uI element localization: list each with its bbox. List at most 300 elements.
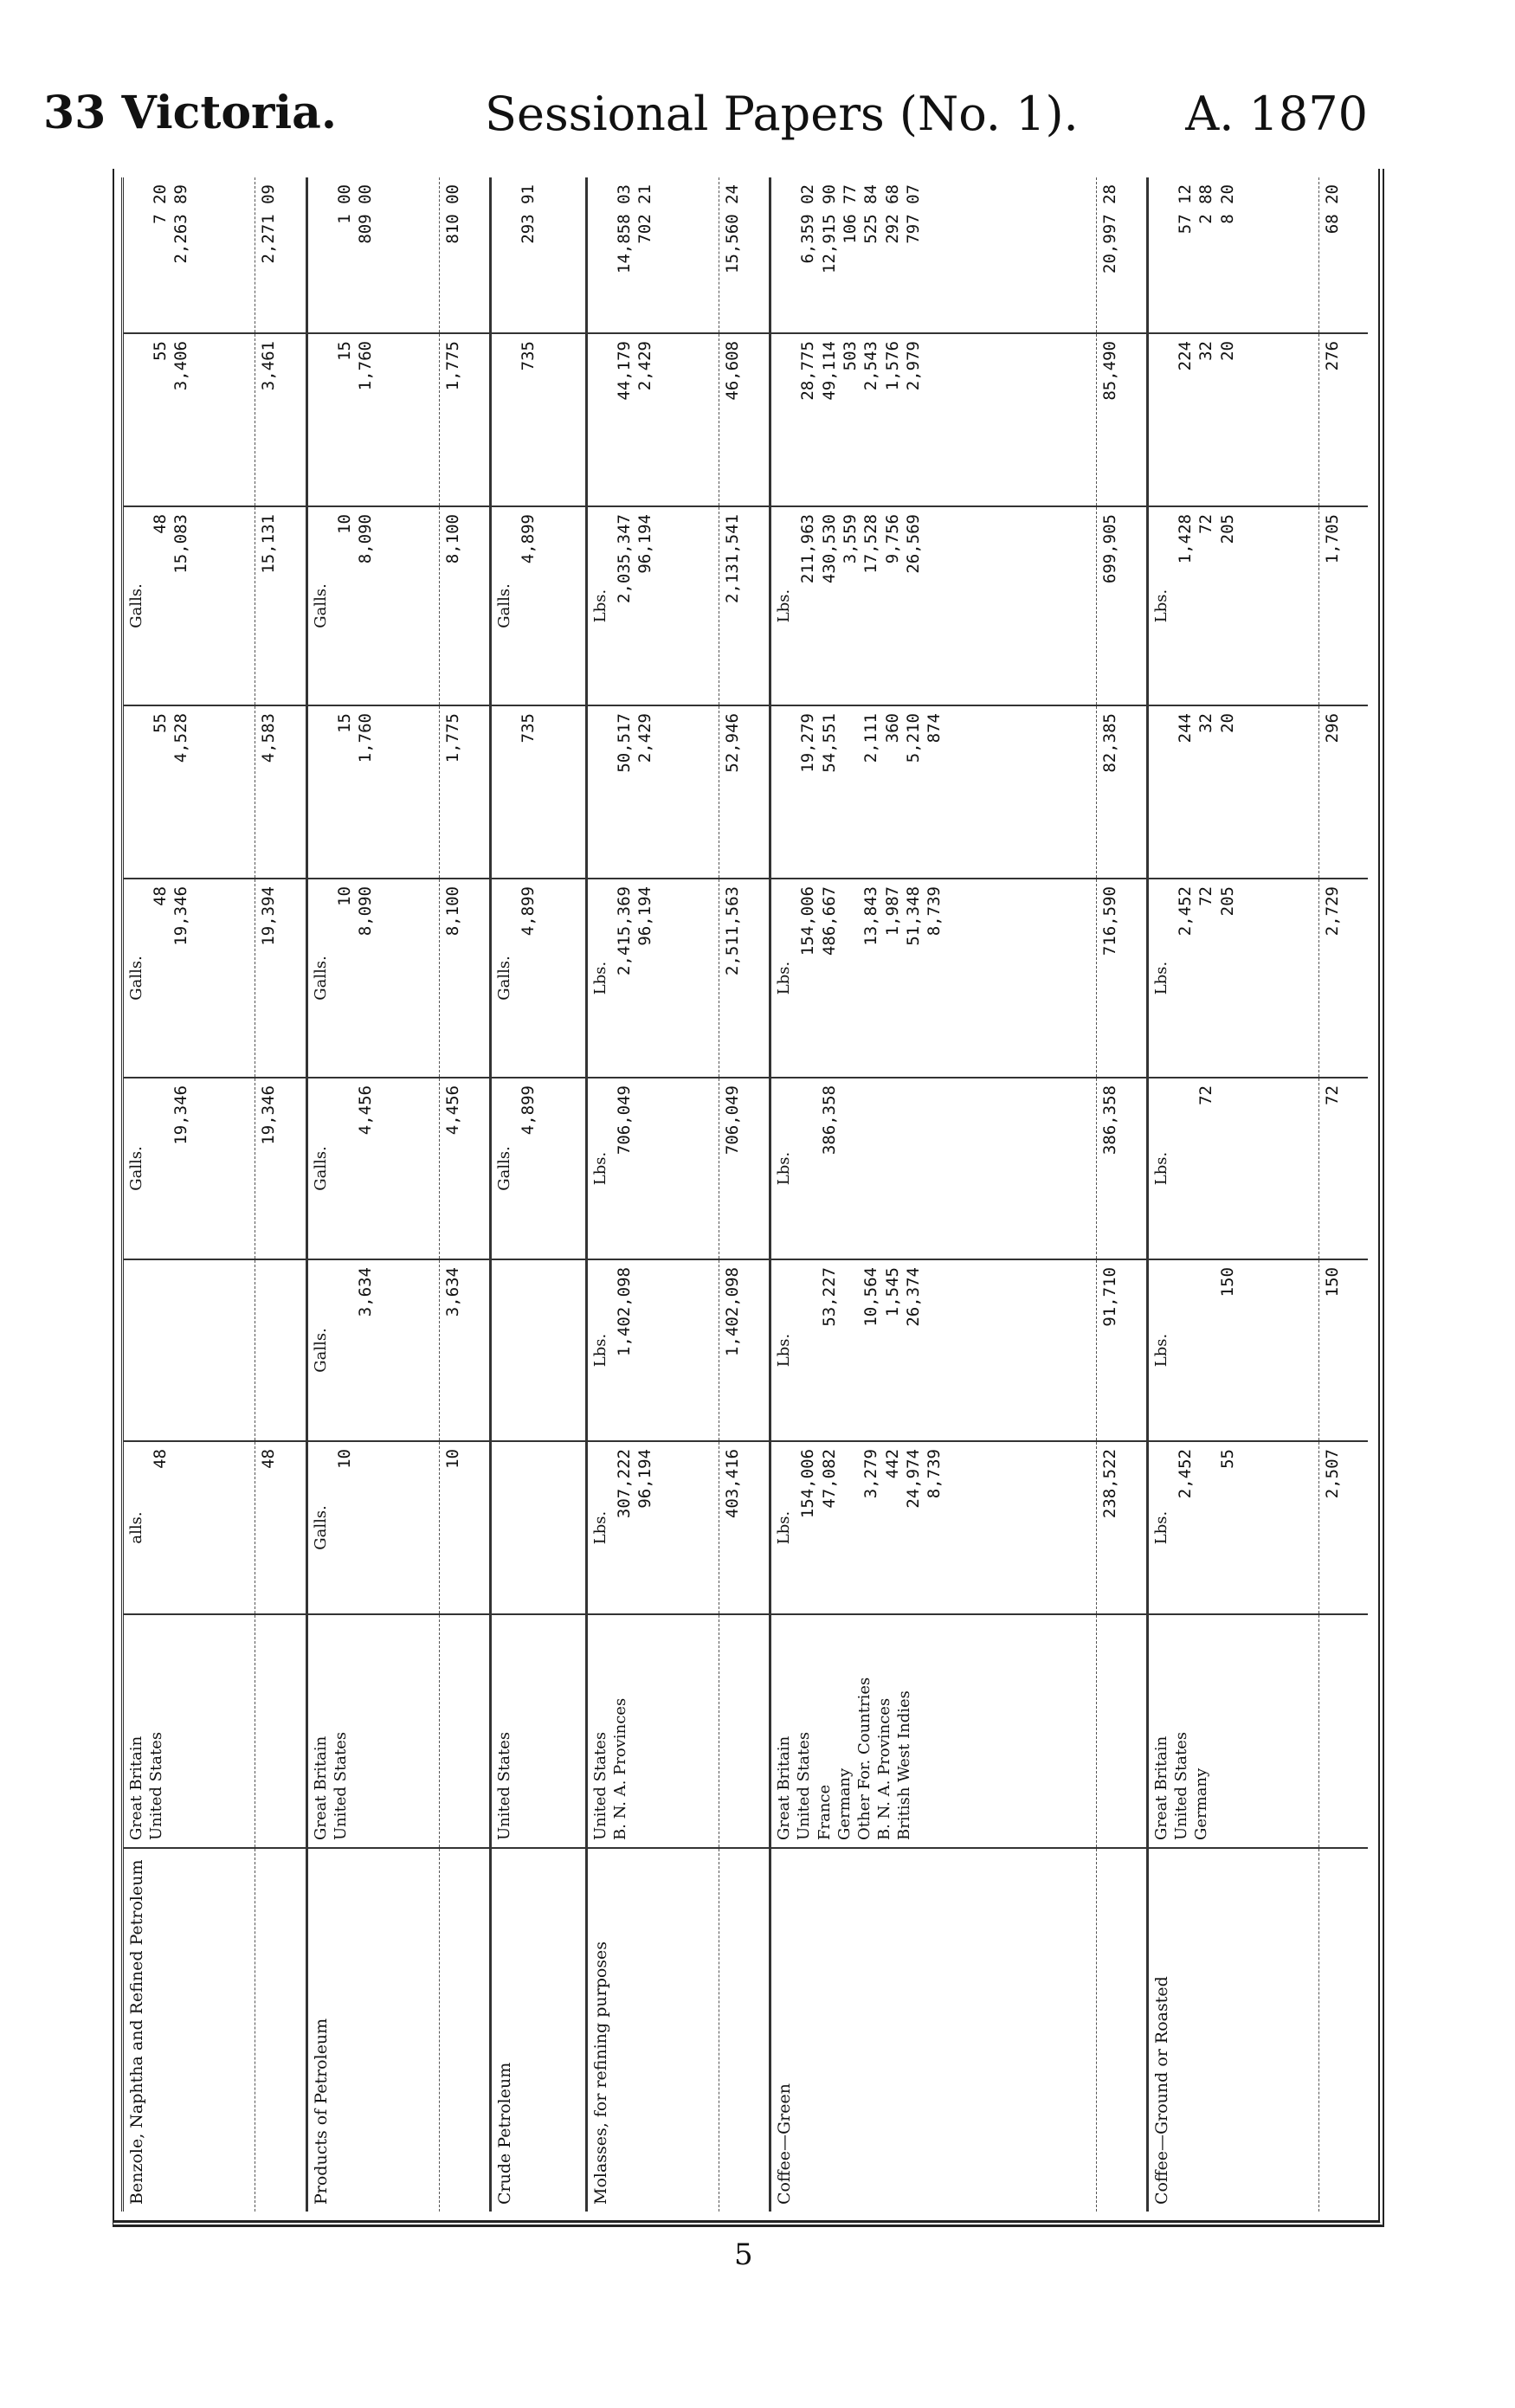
unit-label (774, 341, 794, 499)
trade-table (121, 177, 1368, 2212)
total-row (255, 177, 306, 2212)
total-cell: 2,511,563 (719, 879, 770, 1078)
total-cell: 46,608 (719, 333, 770, 506)
article-cell (306, 1848, 439, 2212)
unit-label: Lbs. (590, 1333, 609, 1368)
value: 8,739 (925, 1449, 944, 1499)
total-cell: 68 20 (1318, 177, 1368, 333)
value: 6,359 02 (798, 184, 818, 264)
value (861, 1085, 881, 1252)
value: 26,374 (904, 1267, 924, 1327)
total-cell: 85,490 (1096, 333, 1147, 506)
blank-cell (439, 1614, 490, 1848)
value: 72 (1196, 886, 1216, 906)
value: 55 (151, 713, 171, 733)
value (1196, 1449, 1216, 1606)
total-cell: 386,358 (1096, 1078, 1147, 1259)
value: 7 20 (151, 184, 171, 224)
group-row (306, 177, 439, 2212)
total-row (1318, 177, 1368, 2212)
table-body (123, 177, 1369, 2212)
value: 205 (1217, 886, 1237, 917)
article-cell (123, 1848, 255, 2212)
value (1196, 1267, 1216, 1433)
value-cell (123, 1441, 255, 1614)
value: 2 88 (1196, 184, 1216, 224)
value (334, 1085, 355, 1252)
value (797, 1085, 818, 1252)
value-cell (491, 705, 587, 879)
value-cell (770, 1441, 1096, 1614)
value: 2,979 (904, 341, 924, 391)
country-name: United States (590, 1731, 609, 1840)
unit-label (494, 341, 514, 499)
total-cell: 8,100 (439, 506, 490, 705)
value: 430,530 (819, 514, 839, 584)
blank-cell (255, 1614, 306, 1848)
total-cell: 8,100 (439, 879, 490, 1078)
value: 20 (1217, 341, 1237, 361)
unit-label: Lbs. (1151, 1510, 1170, 1545)
value: 1 00 (334, 184, 354, 224)
value: 4,456 (355, 1085, 375, 1136)
country-cell (491, 1614, 587, 1848)
unit-label: Lbs. (1151, 1151, 1170, 1186)
unit-label (590, 713, 610, 871)
country-name: France (815, 1784, 834, 1840)
country-name: Great Britain (1151, 1735, 1170, 1840)
total-cell: 2,271 09 (255, 177, 306, 333)
value: 26,569 (904, 514, 924, 574)
total-cell: 72 (1318, 1078, 1368, 1259)
total-cell: 20,997 28 (1096, 177, 1147, 333)
unit-label: Lbs. (1151, 961, 1170, 995)
value-cell (586, 879, 719, 1078)
country-name: Germany (835, 1767, 854, 1840)
value-cell (1147, 1259, 1318, 1441)
total-cell: 91,710 (1096, 1259, 1147, 1441)
total-row (719, 177, 770, 2212)
value: 797 07 (904, 184, 924, 244)
value-cell (123, 506, 255, 705)
country-name: United States (795, 1731, 814, 1840)
total-cell: 699,905 (1096, 506, 1147, 705)
unit-label (1151, 341, 1171, 499)
unit-label: Lbs. (775, 1510, 794, 1545)
value (882, 1085, 903, 1252)
unit-label (590, 341, 610, 499)
unit-label: Lbs. (775, 961, 794, 995)
value-cell (770, 506, 1096, 705)
value: 8,739 (925, 886, 944, 937)
value: 360 (882, 713, 902, 744)
value: 3,406 (171, 341, 191, 391)
unit-label (126, 1267, 146, 1433)
value: 13,843 (861, 886, 881, 946)
value (635, 1085, 655, 1252)
value: 2,452 (1175, 886, 1195, 937)
value-cell (491, 506, 587, 705)
value: 24,974 (904, 1449, 924, 1509)
value: 48 (151, 886, 171, 906)
header-year: A. 1870 (1185, 87, 1368, 141)
value: 2,035,347 (614, 514, 634, 603)
value-cell (586, 1259, 719, 1441)
value-cell (491, 1259, 587, 1441)
article-name: Molasses, for refining purposes (590, 1941, 610, 2205)
article-cell (491, 1848, 587, 2212)
value: 96,194 (635, 514, 655, 574)
value-cell (123, 1259, 255, 1441)
total-cell: 2,507 (1318, 1441, 1368, 1614)
article-name: Crude Petroleum (495, 2062, 515, 2205)
rotated-table (121, 177, 1368, 2212)
value (840, 1085, 861, 1252)
total-cell: 52,946 (719, 705, 770, 879)
unit-label (1151, 184, 1171, 325)
country-cell (1147, 1614, 1318, 1848)
value: 292 68 (882, 184, 902, 244)
blank-cell (439, 1848, 490, 2212)
blank-cell (1096, 1848, 1147, 2212)
value (518, 1267, 538, 1433)
article-name: Coffee—Ground or Roasted (1151, 1976, 1171, 2205)
value: 57 12 (1175, 184, 1195, 235)
unit-label: Galls. (495, 956, 514, 1001)
value-cell (1147, 1441, 1318, 1614)
value (924, 184, 944, 325)
article-name: Benzole, Naphtha and Refined Petroleum (127, 1859, 146, 2205)
value: 48 (151, 514, 171, 534)
unit-label (494, 1449, 514, 1606)
value-cell (491, 1441, 587, 1614)
value: 72 (1196, 1085, 1216, 1105)
total-cell: 706,049 (719, 1078, 770, 1259)
unit-label: Lbs. (590, 1510, 609, 1545)
value: 1,760 (355, 713, 375, 763)
value: 5,210 (904, 713, 924, 763)
article-name: Coffee—Green (775, 2083, 795, 2205)
value (924, 514, 944, 698)
unit-label: Lbs. (590, 589, 609, 623)
value: 224 (1175, 341, 1195, 371)
group-row (1147, 177, 1318, 2212)
country-name: United States (495, 1731, 514, 1840)
value: 2,415,369 (614, 886, 634, 975)
total-cell: 150 (1318, 1259, 1368, 1441)
value: 154,006 (798, 1449, 818, 1519)
value-cell (586, 1441, 719, 1614)
total-cell: 3,461 (255, 333, 306, 506)
total-cell: 1,705 (1318, 506, 1368, 705)
value: 735 (519, 713, 538, 744)
value-cell (306, 506, 439, 705)
group-row (123, 177, 255, 2212)
value: 32 (1196, 341, 1216, 361)
total-cell: 15,560 24 (719, 177, 770, 333)
value: 15 (334, 341, 354, 361)
unit-label (126, 713, 146, 871)
value: 442 (882, 1449, 902, 1479)
blank-cell (1096, 1614, 1147, 1848)
total-cell: 276 (1318, 333, 1368, 506)
value: 10 (334, 1449, 354, 1469)
value: 503 (841, 341, 861, 371)
value: 1,987 (882, 886, 902, 937)
value: 2,111 (861, 713, 881, 763)
total-cell: 3,634 (439, 1259, 490, 1441)
value: 2,452 (1175, 1449, 1195, 1499)
value (334, 1267, 355, 1433)
article-name: Products of Petroleum (311, 2018, 331, 2205)
country-cell (586, 1614, 719, 1848)
value: 96,194 (635, 1449, 655, 1509)
article-cell (586, 1848, 719, 2212)
value: 735 (519, 341, 538, 371)
value: 2,429 (635, 713, 655, 763)
value-cell (770, 879, 1096, 1078)
value: 205 (1217, 514, 1237, 544)
value: 486,667 (819, 886, 839, 956)
country-name: B. N. A. Provinces (874, 1697, 893, 1840)
total-cell: 1,775 (439, 333, 490, 506)
value (924, 341, 944, 499)
value: 1,545 (882, 1267, 902, 1317)
value: 17,528 (861, 514, 881, 574)
value-cell (586, 333, 719, 506)
value-cell (491, 177, 587, 333)
value-cell (770, 705, 1096, 879)
value: 874 (925, 713, 944, 744)
value-cell (586, 705, 719, 879)
country-name: United States (1171, 1731, 1190, 1840)
unit-label: Galls. (311, 1146, 330, 1191)
value: 702 21 (635, 184, 655, 244)
country-name: B. N. A. Provinces (610, 1697, 629, 1840)
value-cell (306, 1441, 439, 1614)
country-name: Other For. Countries (854, 1677, 874, 1840)
country-cell (123, 1614, 255, 1848)
value-cell (123, 705, 255, 879)
value-cell (1147, 705, 1318, 879)
value (903, 1085, 924, 1252)
value (924, 1267, 944, 1433)
value: 809 00 (355, 184, 375, 244)
value: 307,222 (614, 1449, 634, 1519)
blank-cell (719, 1848, 770, 2212)
article-cell (770, 1848, 1096, 2212)
value: 8,090 (355, 514, 375, 564)
value-cell (1147, 333, 1318, 506)
country-name: British West Indies (894, 1690, 913, 1840)
value-cell (123, 879, 255, 1078)
value (171, 1267, 191, 1433)
value-cell (123, 177, 255, 333)
country-name: Great Britain (775, 1735, 794, 1840)
unit-label: Lbs. (1151, 589, 1170, 623)
value-cell (770, 333, 1096, 506)
value-cell (770, 177, 1096, 333)
group-row (770, 177, 1096, 2212)
value: 3,559 (841, 514, 861, 564)
unit-label: Galls. (495, 583, 514, 628)
value (797, 1267, 818, 1433)
group-row (586, 177, 719, 2212)
value-cell (491, 1078, 587, 1259)
value-cell (306, 1078, 439, 1259)
header-session: 33 Victoria. (43, 87, 337, 139)
value-cell (586, 177, 719, 333)
total-cell: 1,402,098 (719, 1259, 770, 1441)
unit-label (311, 713, 331, 871)
country-cell (306, 1614, 439, 1848)
blank-cell (255, 1848, 306, 2212)
unit-label: Galls. (495, 1146, 514, 1191)
value-cell (1147, 506, 1318, 705)
value (1217, 1085, 1238, 1252)
value: 44,179 (614, 341, 634, 401)
value (635, 1267, 655, 1433)
value-cell (306, 705, 439, 879)
total-cell: 4,583 (255, 705, 306, 879)
value (840, 1267, 861, 1433)
country-name: Great Britain (127, 1735, 145, 1840)
value: 51,348 (904, 886, 924, 946)
value (840, 1449, 861, 1606)
value (1175, 1085, 1196, 1252)
unit-label (311, 341, 331, 499)
value: 19,279 (798, 713, 818, 773)
value (150, 1085, 171, 1252)
value: 10,564 (861, 1267, 881, 1327)
unit-label (1151, 713, 1171, 871)
value: 55 (1217, 1449, 1237, 1469)
country-name: United States (147, 1731, 166, 1840)
value-cell (770, 1078, 1096, 1259)
unit-label: Galls. (311, 583, 330, 628)
value (355, 1449, 376, 1606)
value: 12,915 90 (819, 184, 839, 274)
total-cell: 716,590 (1096, 879, 1147, 1078)
blank-cell (1318, 1848, 1368, 2212)
total-cell: 2,729 (1318, 879, 1368, 1078)
value (171, 1449, 191, 1606)
country-name: United States (331, 1731, 350, 1840)
unit-label (774, 713, 794, 871)
value (924, 1085, 944, 1252)
unit-label: Lbs. (775, 1333, 794, 1368)
value: 244 (1175, 713, 1195, 744)
total-cell (255, 1259, 306, 1441)
total-cell: 810 00 (439, 177, 490, 333)
unit-label (126, 184, 146, 325)
value-cell (306, 333, 439, 506)
value-cell (306, 879, 439, 1078)
value-cell (123, 333, 255, 506)
total-cell: 48 (255, 1441, 306, 1614)
unit-label: Galls. (311, 1328, 330, 1373)
value: 154,006 (798, 886, 818, 956)
unit-label (494, 184, 514, 325)
value: 1,760 (355, 341, 375, 391)
unit-label: Lbs. (775, 1151, 794, 1186)
value: 4,899 (519, 1085, 538, 1136)
value: 4,899 (519, 886, 538, 937)
unit-label: Galls. (127, 956, 145, 1001)
value-cell (1147, 177, 1318, 333)
total-cell: 19,346 (255, 1078, 306, 1259)
value: 54,551 (819, 713, 839, 773)
value: 1,402,098 (614, 1267, 634, 1356)
total-cell: 82,385 (1096, 705, 1147, 879)
blank-cell (719, 1614, 770, 1848)
value (150, 1267, 171, 1433)
value (1175, 1267, 1196, 1433)
value: 55 (151, 341, 171, 361)
value: 15,083 (171, 514, 191, 574)
value: 49,114 (819, 341, 839, 401)
article-cell (1147, 1848, 1318, 2212)
value: 28,775 (798, 341, 818, 401)
unit-label (126, 341, 146, 499)
country-name: Great Britain (311, 1735, 330, 1840)
total-cell: 10 (439, 1441, 490, 1614)
unit-label: alls. (127, 1511, 145, 1544)
unit-label: Lbs. (590, 961, 609, 995)
total-row (439, 177, 490, 2212)
value: 150 (1217, 1267, 1237, 1297)
unit-label: Galls. (127, 1146, 145, 1191)
value: 15 (334, 713, 354, 733)
page-number: 5 (734, 2237, 753, 2272)
value: 8 20 (1217, 184, 1237, 224)
value: 1,428 (1175, 514, 1195, 564)
value-cell (586, 506, 719, 705)
value: 106 77 (841, 184, 861, 244)
total-cell: 19,394 (255, 879, 306, 1078)
value: 525 84 (861, 184, 881, 244)
value: 4,528 (171, 713, 191, 763)
value (840, 713, 861, 871)
value: 293 91 (519, 184, 538, 244)
total-cell: 15,131 (255, 506, 306, 705)
value: 1,576 (882, 341, 902, 391)
blank-cell (1318, 1614, 1368, 1848)
total-row (1096, 177, 1147, 2212)
value-cell (770, 1259, 1096, 1441)
value: 50,517 (614, 713, 634, 773)
unit-label (590, 184, 610, 325)
value: 10 (334, 514, 354, 534)
unit-label (774, 184, 794, 325)
header-title: Sessional Papers (No. 1). (485, 87, 1079, 141)
unit-label: Galls. (311, 1505, 330, 1550)
unit-label (311, 184, 331, 325)
value: 2,263 89 (171, 184, 191, 264)
value-cell (1147, 1078, 1318, 1259)
value: 19,346 (171, 1085, 191, 1145)
value: 10 (334, 886, 354, 906)
value: 2,543 (861, 341, 881, 391)
unit-label: Lbs. (775, 589, 794, 623)
unit-label: Lbs. (1151, 1333, 1170, 1368)
total-cell: 403,416 (719, 1441, 770, 1614)
total-cell: 4,456 (439, 1078, 490, 1259)
value-cell (586, 1078, 719, 1259)
value: 47,082 (819, 1449, 839, 1509)
value: 96,194 (635, 886, 655, 946)
value: 4,899 (519, 514, 538, 564)
